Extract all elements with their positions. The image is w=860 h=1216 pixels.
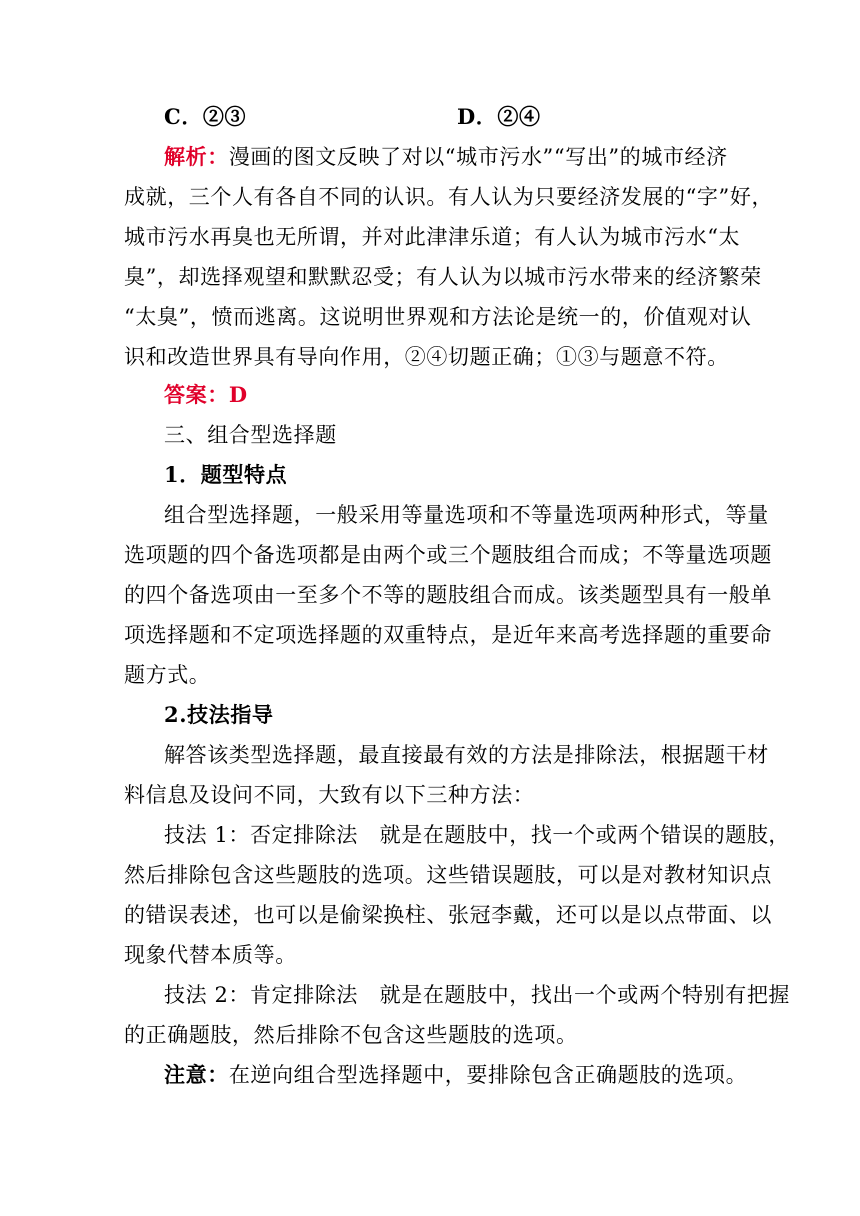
features-line-3: 的四个备选项由一至多个不等的题肢组合而成。该类题型具有一般单 [124,583,772,607]
answer-value: D [228,382,248,407]
features-line-2: 选项题的四个备选项都是由两个或三个题肢组合而成；不等量选项题 [124,543,772,567]
method1-line-1: 技法 1：否定排除法 就是在题肢中，找一个或两个错误的题肢， [164,823,791,847]
note-line [164,1055,748,1095]
analysis-line-1 [164,137,744,177]
method1-line-3: 的错误表述，也可以是偷梁换柱、张冠李戴，还可以是以点带面、以 [124,903,772,927]
subheading-techniques: 2.技法指导 [164,702,274,727]
method2-line-1: 技法 2：肯定排除法 就是在题肢中，找出一个或两个特别有把握 [164,983,791,1007]
analysis-text-1: 漫画的图文反映了对以“城市污水”“写出”的城市经济 [228,145,728,169]
option-d: D．②④ [457,104,541,129]
subheading-features: 1．题型特点 [164,462,288,487]
techniques-line-1: 解答该类型选择题，最直接最有效的方法是排除法，根据题干材 [164,743,769,767]
answer-line [164,375,744,415]
analysis-line-3: 城市污水再臭也无所谓，并对此津津乐道；有人认为城市污水“太 [124,225,741,249]
method1-line-2: 然后排除包含这些题肢的选项。这些错误题肢，可以是对教材知识点 [124,863,772,887]
features-line-4: 项选择题和不定项选择题的双重特点，是近年来高考选择题的重要命 [124,623,772,647]
features-line-1: 组合型选择题，一般采用等量选项和不等量选项两种形式，等量 [164,503,769,527]
analysis-line-5: “太臭”，愤而逃离。这说明世界观和方法论是统一的，价值观对认 [124,305,752,329]
note-label: 注意： [164,1062,229,1087]
analysis-line-6: 识和改造世界具有导向作用，②④切题正确；①③与题意不符。 [124,345,729,369]
answer-label: 答案： [164,382,229,407]
option-c: C．②③ [164,104,247,129]
analysis-line-4: 臭”，却选择观望和默默忍受；有人认为以城市污水带来的经济繁荣 [124,265,762,289]
note-text: 在逆向组合型选择题中，要排除包含正确题肢的选项。 [228,1063,748,1087]
method1-line-4: 现象代替本质等。 [124,943,297,967]
analysis-line-2: 成就，三个人有各自不同的认识。有人认为只要经济发展的“字”好， [124,185,774,209]
features-line-5: 题方式。 [124,663,211,687]
method2-line-2: 的正确题肢，然后排除不包含这些题肢的选项。 [124,1023,578,1047]
techniques-line-2: 料信息及设问不同，大致有以下三种方法： [124,783,535,807]
section-heading: 三、组合型选择题 [164,423,337,447]
options-row [164,97,744,137]
analysis-label: 解析： [164,144,229,169]
